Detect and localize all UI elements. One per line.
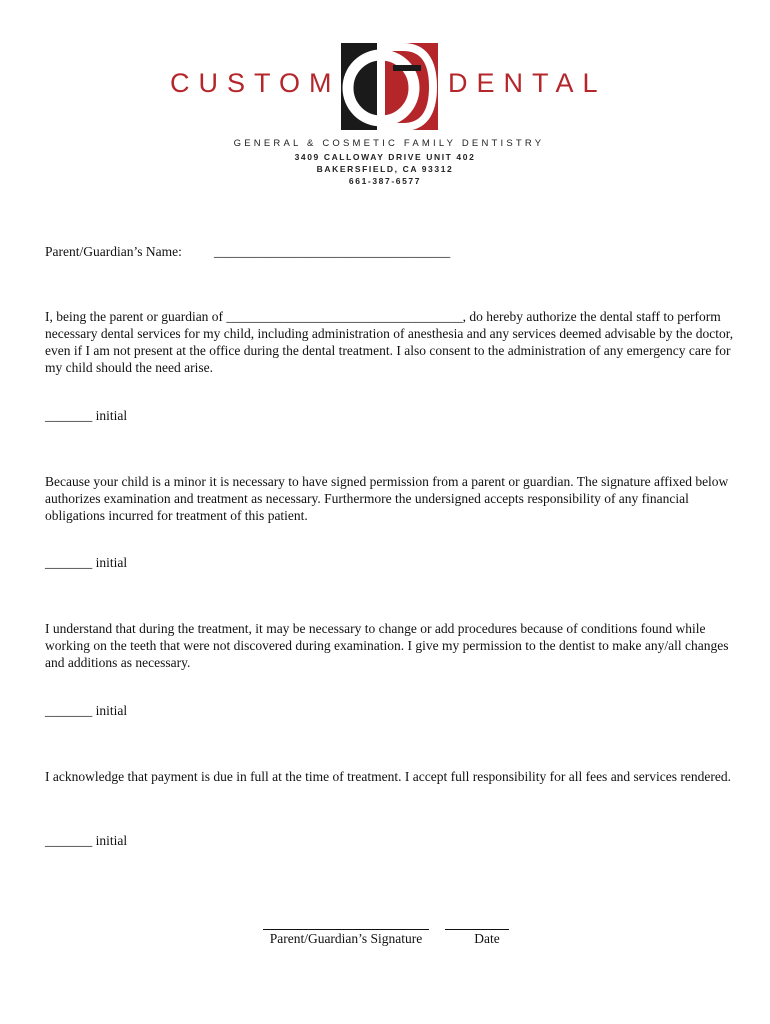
initial-field-1[interactable]: _______ initial xyxy=(45,408,128,423)
signature-label: Parent/Guardian’s Signature xyxy=(269,931,423,946)
procedure-change-paragraph: I understand that during the treatment, it may be necessary to change or add procedures because of conditions found while working on the teeth that were not discovered during examination. I give my permission to the dentist to make any/all changes and additions as necessary. xyxy=(45,621,729,670)
phone-number: 661-387-6577 xyxy=(348,176,422,186)
address-line-1: 3409 CALLOWAY DRIVE UNIT 402 xyxy=(294,152,476,162)
guardian-name-field[interactable]: ___________________________________ xyxy=(214,244,451,259)
practice-tagline: GENERAL & COSMETIC FAMILY DENTISTRY xyxy=(233,138,545,149)
minor-permission-paragraph: Because your child is a minor it is necessary to have signed permission from a parent or guardian. The signature affixed below authorizes examination and treatment as necessary. Furthermore the undersigned accepts responsibility of any financial obligations incurred for treatment of this patient. xyxy=(45,474,729,523)
initial-field-2[interactable]: _______ initial xyxy=(45,555,128,570)
consent-paragraph: I, being the parent or guardian of ___________________________________, do hereby authorize the dental staff to perform necessary dental services for my child, including administration of anesthesia and any services deemed advisable by the doctor, even if I am not present at the office during the dental treatment. I also consent to the administration of any emergency care for my child should the need arise. xyxy=(45,309,734,375)
letterhead xyxy=(0,0,770,200)
initial-field-3[interactable]: _______ initial xyxy=(45,703,128,718)
date-label: Date xyxy=(474,931,500,946)
custom-dental-logo-mark xyxy=(341,43,438,130)
logo-word-dental: DENTAL xyxy=(448,68,607,98)
payment-paragraph: I acknowledge that payment is due in full at the time of treatment. I accept full responsibility for all fees and services rendered. xyxy=(45,769,732,784)
guardian-name-label: Parent/Guardian’s Name: xyxy=(45,244,182,259)
logo-word-custom: CUSTOM xyxy=(170,68,341,98)
initial-field-4[interactable]: _______ initial xyxy=(45,833,128,848)
address-line-2: BAKERSFIELD, CA 93312 xyxy=(316,164,454,174)
